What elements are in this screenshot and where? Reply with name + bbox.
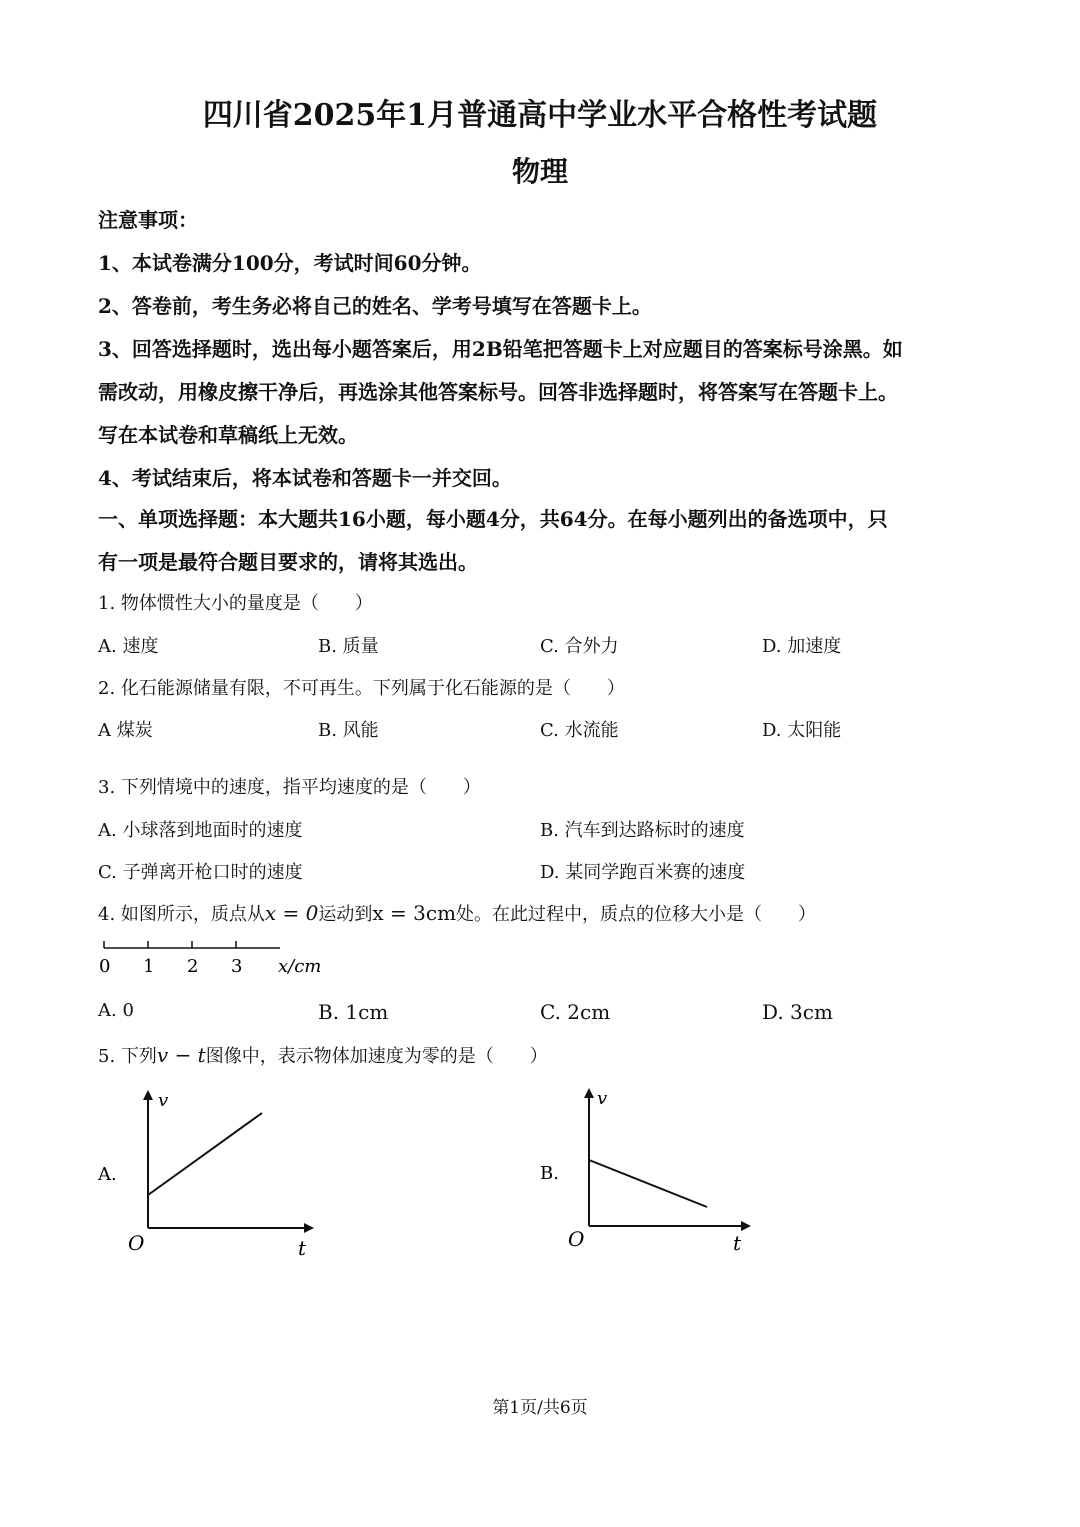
vt-graph-b [530, 1080, 770, 1260]
option-b: B. 风能 [318, 720, 379, 741]
t-axis-label: t [298, 1236, 307, 1260]
question-stem: 2. 化石能源储量有限，不可再生。下列属于化石能源的是（ ） [98, 678, 625, 699]
option-a: A. 速度 [98, 636, 159, 657]
option-a: A. 0 [98, 1000, 134, 1021]
option-b: B. 1cm [318, 1000, 389, 1024]
note-line: 4、考试结束后，将本试卷和答题卡一并交回。 [98, 466, 512, 490]
origin-label: O [128, 1231, 145, 1255]
option-c: C. 2cm [540, 1000, 611, 1024]
note-line: 2、答卷前，考生务必将自己的姓名、学考号填写在答题卡上。 [98, 294, 652, 318]
tick-label: 2 [187, 956, 199, 977]
note-line: 需改动，用橡皮擦干净后，再选涂其他答案标号。回答非选择题时，将答案写在答题卡上。 [98, 380, 898, 404]
subject-title: 物理 [511, 155, 568, 188]
graph-option-label: B. [540, 1163, 559, 1184]
tick-label: 3 [231, 956, 243, 977]
graph-line [589, 1160, 707, 1207]
option-a: A 煤炭 [98, 720, 153, 741]
page-number: 第1页/共6页 [492, 1398, 588, 1418]
number-line-figure [0, 930, 420, 980]
section-heading-cont: 有一项是最符合题目要求的，请将其选出。 [98, 550, 478, 574]
tick-label: 0 [99, 956, 111, 977]
note-line: 写在本试卷和草稿纸上无效。 [98, 423, 358, 447]
option-c: C. 合外力 [540, 636, 619, 657]
option-c: C. 水流能 [540, 720, 619, 741]
question-stem [98, 1042, 548, 1068]
vt-graph-a [90, 1080, 330, 1260]
option-d: D. 3cm [762, 1000, 833, 1024]
option-c: C. 子弹离开枪口时的速度 [98, 862, 303, 883]
option-b: B. 汽车到达路标时的速度 [540, 820, 745, 841]
stem-text: 运动到 [318, 904, 373, 925]
option-d: D. 太阳能 [762, 720, 842, 741]
option-a: A. 小球落到地面时的速度 [98, 820, 303, 841]
graph-line [148, 1113, 262, 1195]
math-expression: x = 3cm [372, 901, 457, 925]
question-stem: 1. 物体惯性大小的量度是（ ） [98, 593, 373, 614]
v-axis-label: v [597, 1088, 608, 1109]
t-axis-label: t [733, 1231, 742, 1255]
graph-option-label: A. [98, 1164, 117, 1185]
tick-label: 1 [143, 956, 155, 977]
stem-text: 图像中，表示物体加速度为零的是（ ） [205, 1046, 548, 1067]
stem-text: 处。在此过程中，质点的位移大小是（ ） [456, 904, 817, 925]
exam-title: 四川省2025年1月普通高中学业水平合格性考试题 [202, 98, 878, 133]
math-expression: v − t [156, 1043, 206, 1067]
note-line: 1、本试卷满分100分，考试时间60分钟。 [98, 251, 482, 275]
origin-label: O [568, 1227, 585, 1251]
stem-text: 4. 如图所示，质点从 [98, 904, 265, 925]
section-heading: 一、单项选择题：本大题共16小题，每小题4分，共64分。在每小题列出的备选项中，只 [98, 507, 888, 531]
question-stem [98, 900, 816, 926]
math-expression: x = 0 [264, 901, 319, 925]
stem-text: 5. 下列 [98, 1046, 157, 1067]
question-stem: 3. 下列情境中的速度，指平均速度的是（ ） [98, 777, 481, 798]
v-axis-label: v [158, 1090, 169, 1111]
note-line: 3、回答选择题时，选出每小题答案后，用2B铅笔把答题卡上对应题目的答案标号涂黑。如 [98, 337, 903, 361]
axis-label: x/cm [278, 956, 322, 977]
notes-heading: 注意事项： [98, 208, 198, 232]
option-d: D. 某同学跑百米赛的速度 [540, 862, 746, 883]
option-b: B. 质量 [318, 636, 379, 657]
option-d: D. 加速度 [762, 636, 842, 657]
